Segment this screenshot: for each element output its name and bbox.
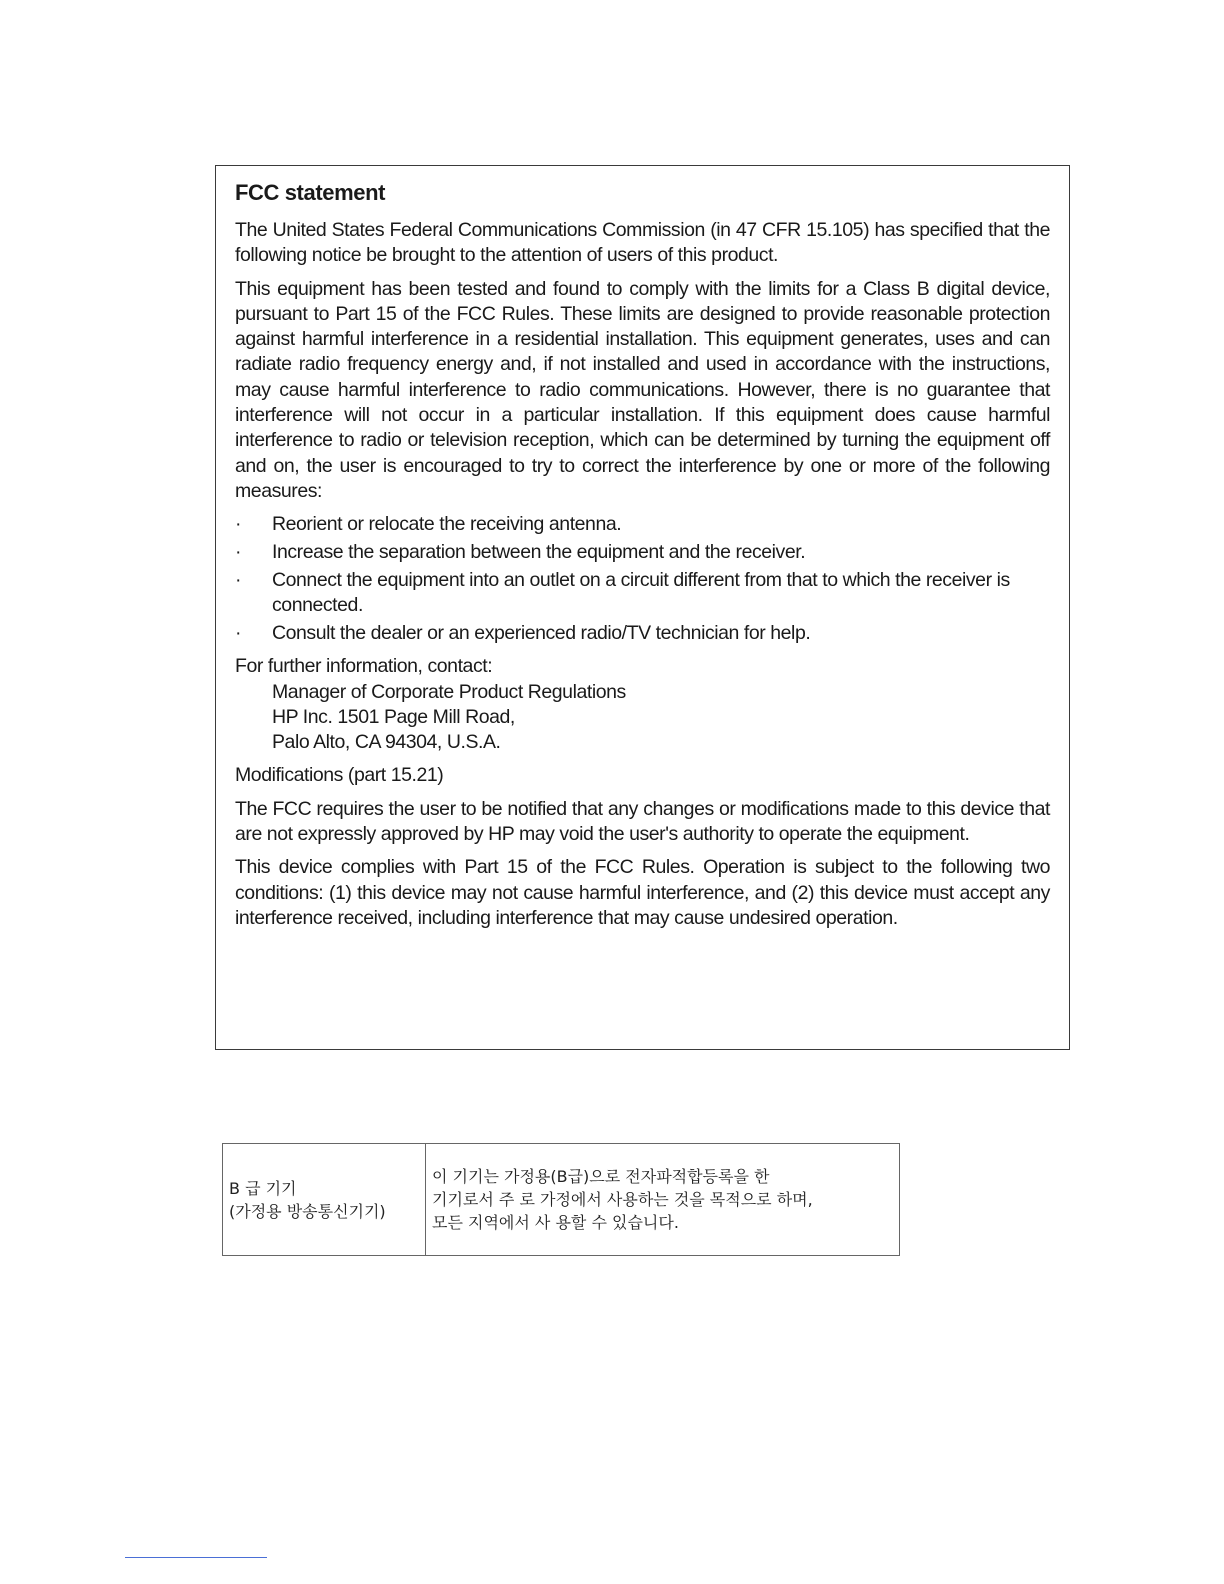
kr-description-line: 모든 지역에서 사 용할 수 있습니다.: [432, 1213, 679, 1232]
bullet-dot: ·: [235, 541, 242, 564]
contact-heading: For further information, contact:: [235, 655, 493, 678]
list-item-text: Consult the dealer or an experienced radio/TV technician for help.: [272, 622, 811, 645]
fcc-intro-paragraph: The United States Federal Communications Commission (in 47 CFR 15.105) has specified that the following notice be brought to the attention of users of this product.: [235, 219, 1050, 267]
list-item: [235, 512, 1050, 537]
part15-conditions-paragraph: This device complies with Part 15 of the FCC Rules. Operation is subject to the following two conditions: (1) this device may not cause harmful interference, and (2) this device must accept any interference received, including interference that may cause undesired operation.: [235, 856, 1050, 929]
kr-device-class-cell: [223, 1144, 426, 1256]
contact-address: [235, 680, 1050, 756]
fcc-statement-box: [215, 165, 1070, 1050]
bullet-dot: ·: [235, 569, 242, 592]
kr-description-line: 기기로서 주 로 가정에서 사용하는 것을 목적으로 하며,: [432, 1190, 813, 1209]
list-item-text: Connect the equipment into an outlet on a circuit different from that to which the receiver is connected.: [272, 569, 1010, 617]
kr-description-cell: [426, 1144, 900, 1256]
table-row: [223, 1144, 900, 1256]
kr-description-line: 이 기기는 가정용(B급)으로 전자파적합등록을 한: [432, 1167, 770, 1186]
list-item: [235, 568, 1050, 618]
modifications-heading: Modifications (part 15.21): [235, 764, 444, 787]
contact-line: HP Inc. 1501 Page Mill Road,: [272, 705, 515, 728]
kr-class-label: B 급 기기: [229, 1178, 297, 1198]
bullet-dot: ·: [235, 513, 242, 536]
bullet-dot: ·: [235, 622, 242, 645]
list-item-text: Reorient or relocate the receiving antenna.: [272, 513, 622, 536]
list-item: [235, 540, 1050, 565]
contact-line: Manager of Corporate Product Regulations: [272, 680, 626, 703]
fcc-compliance-paragraph: This equipment has been tested and found to comply with the limits for a Class B digital device, pursuant to Part 15 of the FCC Rules. These limits are designed to provide reasonable protection against harmful interference in a residential installation. This equipment generates, uses and can radiate radio frequency energy and, if not installed and used in accordance with the instructions, may cause harmful interference to radio communications. However, there is no guarantee that interference will not occur in a particular installation. If this equipment does cause harmful interference to radio or television reception, which can be determined by turning the equipment off and on, the user is encouraged to try to correct the interference by one or more of the following measures:: [235, 277, 1050, 502]
fcc-title: FCC statement: [235, 180, 386, 205]
footnote-divider: [125, 1557, 267, 1558]
korean-class-b-table: [222, 1143, 900, 1256]
modifications-paragraph: The FCC requires the user to be notified that any changes or modifications made to this device that are not expressly approved by HP may void the user's authority to operate the equipment.: [235, 797, 1050, 846]
list-item-text: Increase the separation between the equipment and the receiver.: [272, 541, 806, 564]
kr-class-sublabel: (가정용 방송통신기기): [229, 1201, 386, 1221]
contact-line: Palo Alto, CA 94304, U.S.A.: [272, 731, 501, 754]
interference-measures-list: [235, 512, 1050, 646]
list-item: [235, 621, 1050, 646]
